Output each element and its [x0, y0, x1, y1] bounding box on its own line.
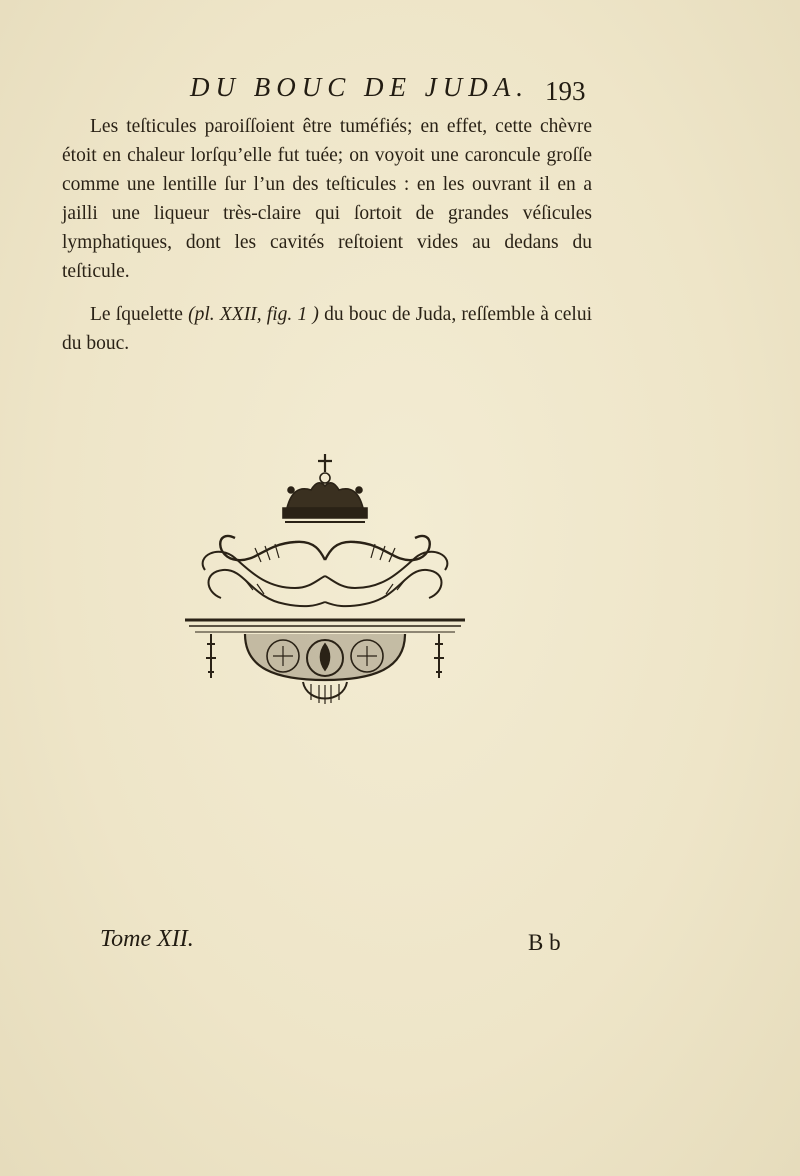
running-head: DU BOUC DE JUDA. [190, 72, 529, 102]
paragraph: Les teſticules paroiſſoient être tuméfiés; en effet, cette chèvre étoit en chaleur lorſqu’elle fut tuée; on voyoit une caroncule groſſe comme une lentille ſur l’un des teſticules : en les ouvrant il en a jailli une liqueur très-claire qui ſortoit de grandes véſicules lymphatiques, dont les cavités reſtoient vides au dedans du teſticule. [62, 116, 592, 282]
paragraph [62, 300, 592, 358]
paragraph-text: Le ſquelette [90, 304, 183, 325]
gathering-signature: B b [528, 930, 561, 955]
paragraph-text: du bouc de Juda, reſſemble à celui du bouc. [62, 304, 593, 354]
body-text [62, 112, 592, 372]
crown-ornament-vignette [175, 448, 475, 720]
volume-signature: Tome XII. [100, 926, 194, 952]
page-number: 193 [545, 76, 586, 106]
plate-reference: (pl. XXII, fig. 1 ) [188, 304, 319, 325]
